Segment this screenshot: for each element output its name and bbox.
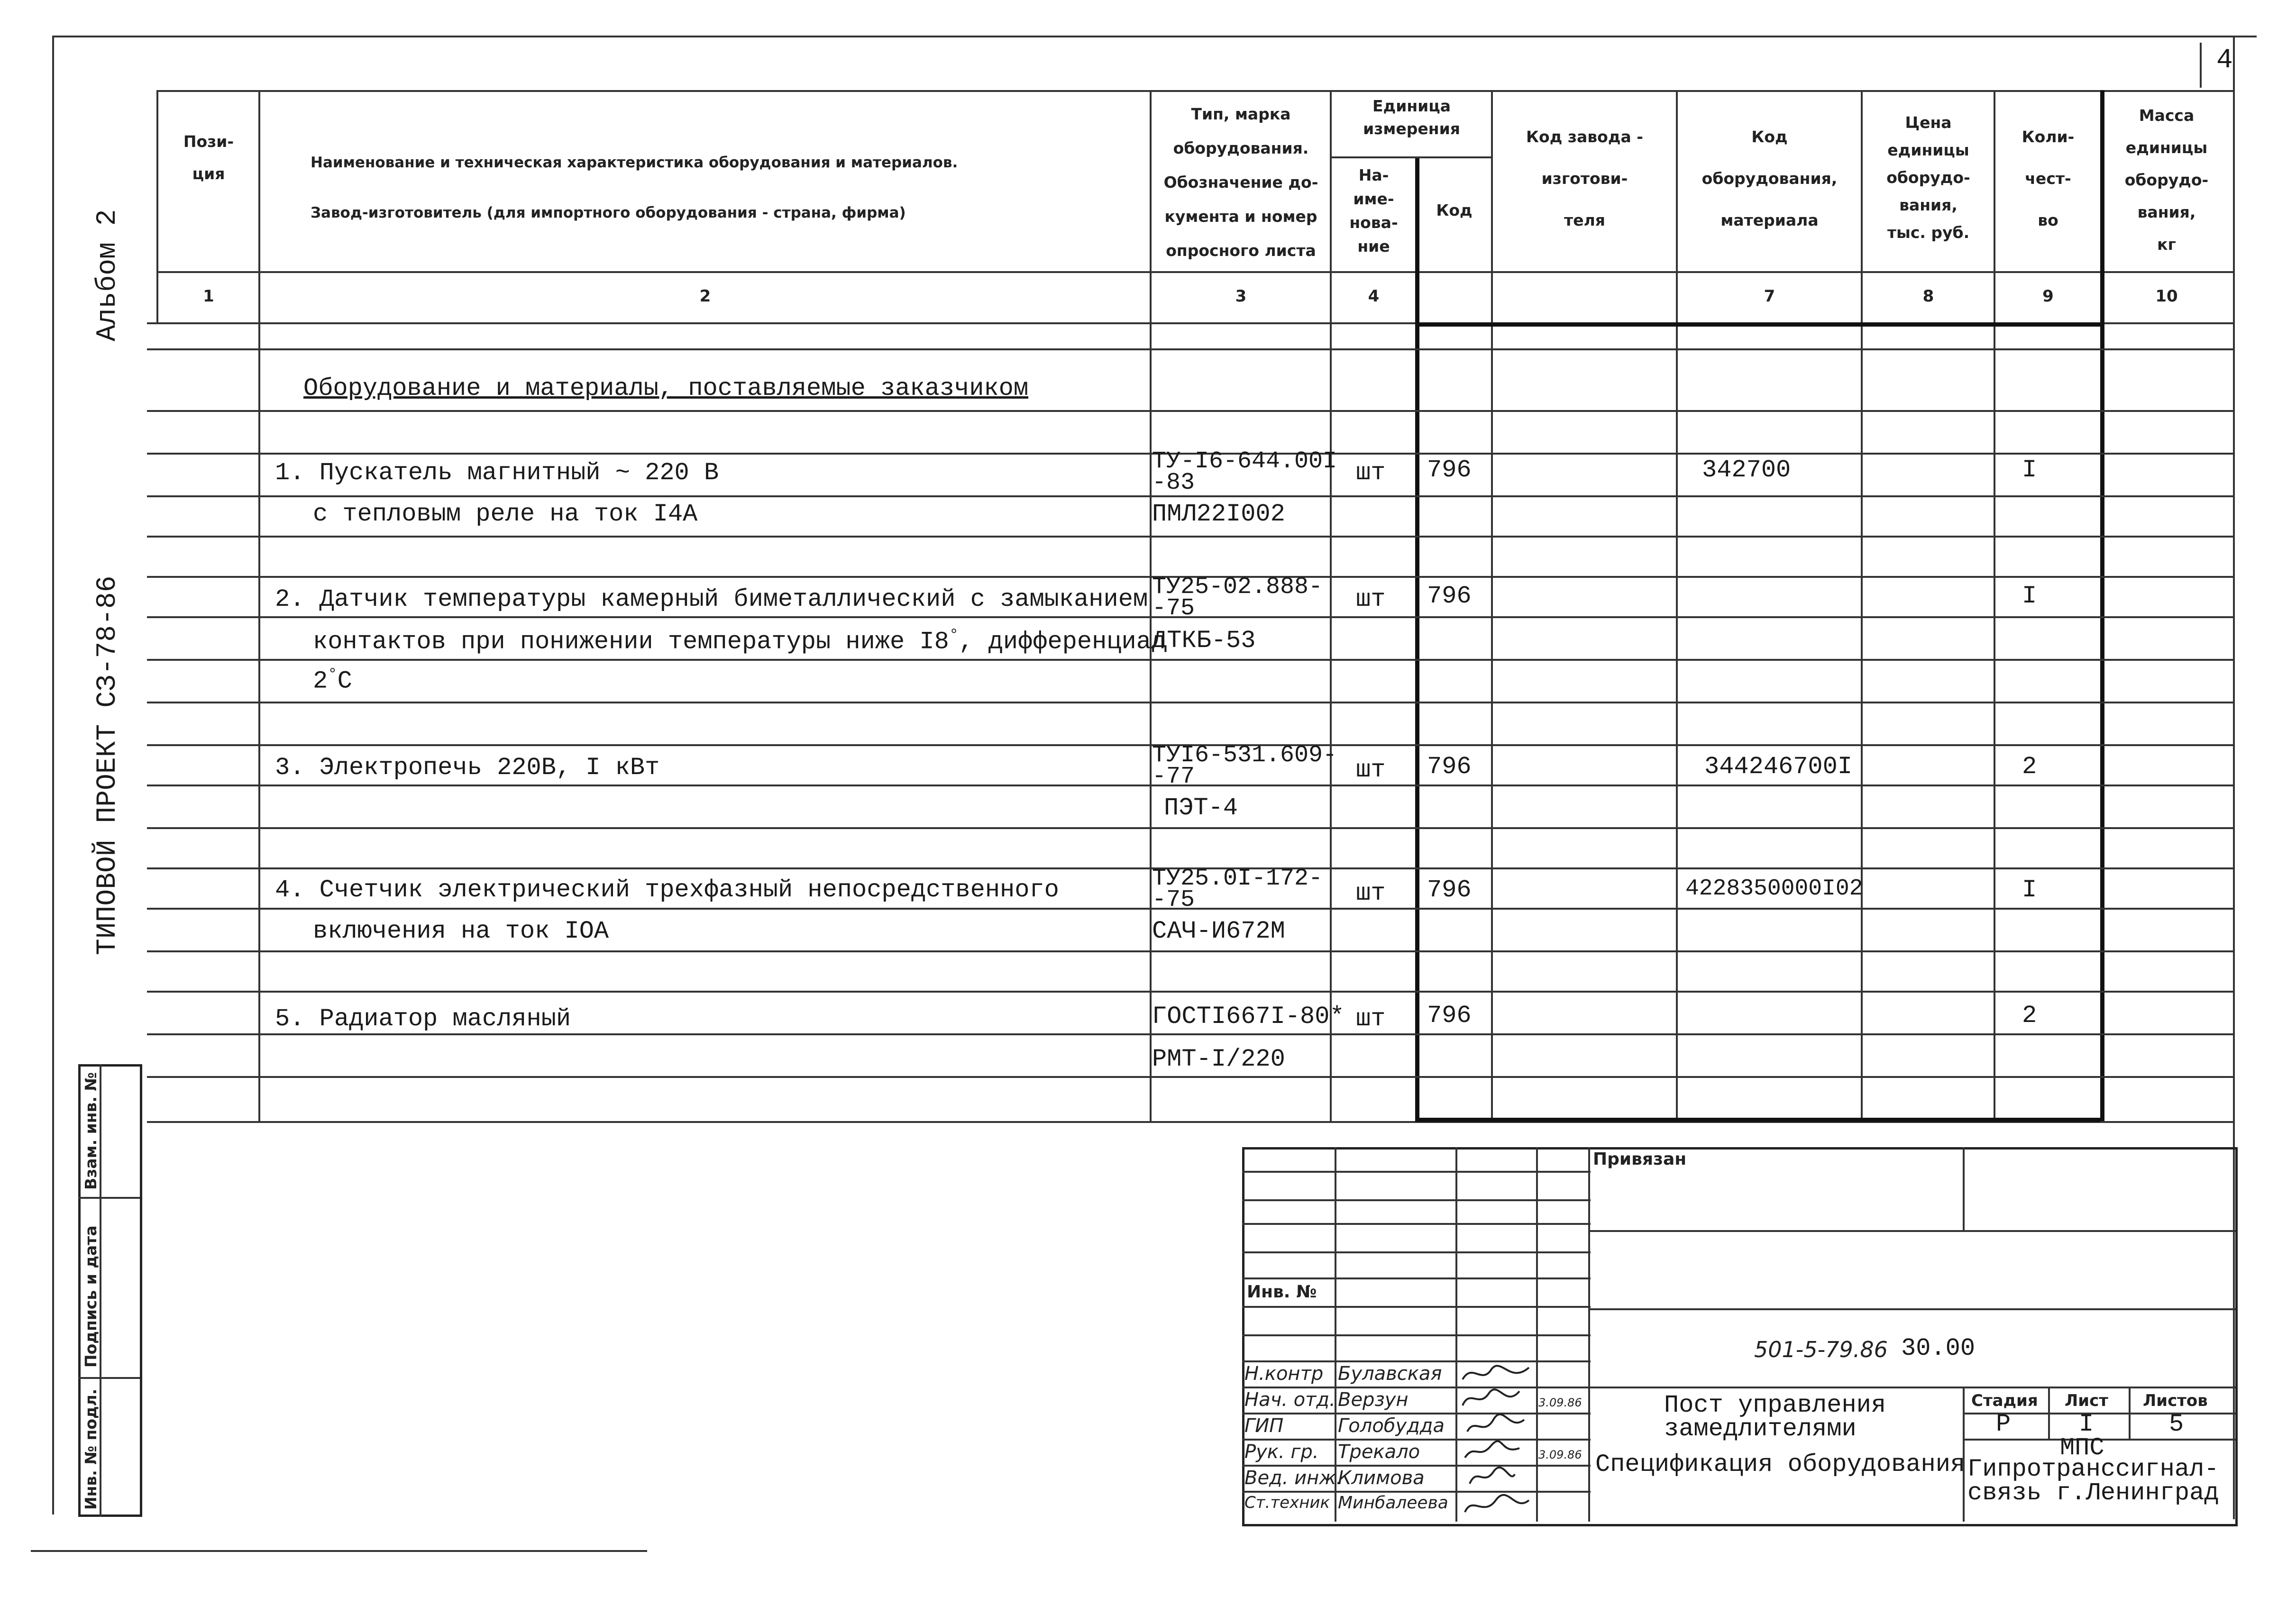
table-row-line	[147, 410, 2233, 412]
title-block-row-line	[1242, 1223, 1591, 1225]
role-ruk-gr: Рук. гр.	[1244, 1441, 1319, 1463]
tb-sheet-div-2	[2129, 1387, 2131, 1439]
sheets-label: Листов	[2143, 1391, 2208, 1410]
side-stamp-row-2	[78, 1377, 140, 1379]
item-5-qty: 2	[2022, 1002, 2037, 1030]
stamp-vzam-inv: Взам. инв. №	[82, 1072, 100, 1190]
signature-3	[1467, 1414, 1524, 1432]
title-block-row-line	[1242, 1277, 1591, 1279]
unit-subheader-line	[1330, 156, 1491, 158]
colnum-2: 2	[699, 287, 711, 306]
col-line-6	[1491, 90, 1493, 1121]
tb-sheet-div-1	[2048, 1387, 2050, 1439]
item-2-qty: I	[2022, 582, 2037, 610]
item-2-name-line-2: контактов при понижении температуры ниже I8°, дифференциал	[313, 627, 1166, 656]
name-3: Голобудда	[1338, 1415, 1445, 1437]
role-ved-inzh: Вед. инж.	[1244, 1467, 1343, 1489]
colnum-9: 9	[2042, 287, 2054, 306]
item-4-qty: I	[2022, 876, 2037, 904]
item-2-name-line-3: 2°С	[313, 666, 352, 695]
table-row-line	[147, 991, 2233, 993]
header-unit: Единица измерения	[1363, 97, 1460, 138]
signature-2	[1463, 1389, 1519, 1405]
item-2-unit-code: 796	[1427, 582, 1472, 610]
name-1: Булавская	[1338, 1363, 1442, 1385]
role-st-tehnik: Ст.техник	[1244, 1493, 1330, 1512]
table-row-line	[147, 827, 2233, 829]
doc-suffix: 30.00	[1901, 1334, 1976, 1362]
colnum-8: 8	[1922, 287, 1934, 306]
outer-left-line	[52, 36, 54, 1515]
stage-value: Р	[1996, 1410, 2011, 1438]
title-block-row-line	[1242, 1199, 1591, 1201]
header-unit-name: На- име- нова- ние	[1349, 166, 1398, 255]
table-row-line	[147, 950, 2233, 952]
outer-top-line	[52, 36, 2257, 37]
col-line-2	[258, 90, 260, 1121]
header-price: Цена единицы оборудо- вания, тыс. руб.	[1886, 113, 1970, 242]
item-2-doc-2: -75	[1152, 595, 1195, 622]
date-1: 3.09.86	[1538, 1396, 1582, 1409]
item-2-name-line-1: 2. Датчик температуры камерный биметаллический с замыканием	[275, 585, 1148, 613]
item-4-name-line-1: 4. Счетчик электрический трехфазный непосредственного	[275, 876, 1059, 904]
item-1-doc-2: -83	[1152, 469, 1195, 496]
item-5-unit-code: 796	[1427, 1002, 1472, 1030]
privyazan-label: Привязан	[1593, 1150, 1687, 1169]
item-3-code: 344246700I	[1704, 753, 1853, 781]
title-block-row-line	[1242, 1413, 1591, 1414]
header-unit-code: Код	[1436, 201, 1473, 219]
item-1-name-line-1: 1. Пускатель магнитный ~ 220 В	[275, 459, 719, 487]
name-4: Трекало	[1338, 1441, 1420, 1463]
item-4-unit: шт	[1356, 879, 1386, 907]
name-2: Верзун	[1338, 1389, 1409, 1411]
item-3-unit: шт	[1356, 756, 1386, 784]
table-row-line	[147, 536, 2233, 538]
col-line-9	[1994, 90, 1995, 1121]
item-4-name-line-2: включения на ток IОА	[313, 917, 609, 945]
item-3-name: 3. Электропечь 220В, I кВт	[275, 754, 660, 782]
stamp-inv-podl: Инв. № подл.	[82, 1388, 100, 1510]
tb-privyazan-bottom	[1588, 1230, 2235, 1232]
page-number: 4	[2216, 45, 2233, 76]
table-row-line	[147, 659, 2233, 661]
item-4-doc-1: ТУ25.0I-172-	[1152, 865, 1323, 892]
album-label: Альбом 2	[92, 209, 123, 341]
sheets-value: 5	[2169, 1410, 2184, 1438]
sheet-value: I	[2079, 1410, 2094, 1438]
item-3-doc-1: ТУI6-531.609-	[1152, 742, 1337, 769]
outer-bottom-line	[31, 1550, 647, 1552]
col-line-4	[1330, 90, 1332, 1121]
item-4-doc-3: САЧ-И672М	[1152, 917, 1285, 945]
role-nach-otd: Нач. отд.	[1244, 1389, 1336, 1411]
project-label: ТИПОВОЙ ПРОЕКТ СЗ-78-86	[92, 575, 123, 955]
tb-code-top	[1588, 1308, 2235, 1310]
title-block-row-line	[1242, 1491, 1591, 1493]
col-line-1	[156, 90, 158, 322]
org-line-3: связь г.Ленинград	[1967, 1479, 2219, 1507]
item-2-doc-3: ДТКБ-53	[1152, 627, 1256, 655]
item-5-doc-2: РМТ-I/220	[1152, 1045, 1285, 1073]
table-row-line	[147, 1076, 2233, 1078]
header-factory: Код завода - изготови- теля	[1526, 128, 1643, 229]
title-block-row-line	[1242, 1465, 1591, 1467]
table-header-bottom	[156, 271, 2233, 273]
item-3-qty: 2	[2022, 753, 2037, 781]
item-3-doc-3: ПЭТ-4	[1164, 794, 1238, 822]
title-block-row-line	[1242, 1387, 1591, 1388]
title-line-2: замедлителями	[1664, 1415, 1857, 1443]
signature-5	[1470, 1468, 1515, 1484]
role-n-kontr: Н.контр	[1244, 1363, 1324, 1385]
colnum-10: 10	[2155, 287, 2178, 306]
title-line-3: Спецификация оборудования	[1595, 1451, 1966, 1478]
colnum-3: 3	[1235, 287, 1247, 306]
header-qty: Коли- чест- во	[2022, 128, 2075, 229]
item-5-unit: шт	[1356, 1005, 1386, 1033]
inv-no-label: Инв. №	[1247, 1282, 1317, 1302]
table-row-line	[147, 348, 2233, 350]
title-block-row-line	[1242, 1171, 1591, 1173]
item-1-code: 342700	[1702, 456, 1791, 484]
table-top	[156, 90, 2233, 92]
item-4-doc-2: -75	[1152, 886, 1195, 913]
title-line-1: Пост управления	[1664, 1391, 1886, 1419]
page-number-box-left	[2200, 43, 2202, 88]
header-type: Тип, марка оборудования. Обозначение до- кумента и номер опросного листа	[1163, 105, 1318, 260]
header-name: Наименование и техническая характеристика оборудования и материалов. Завод-изготовитель (для импортного оборудования - страна, фирма)	[311, 154, 958, 221]
item-3-doc-2: -77	[1152, 763, 1195, 790]
item-1-unit-code: 796	[1427, 456, 1472, 484]
item-5-name: 5. Радиатор масляный	[275, 1005, 571, 1033]
signature-4	[1465, 1441, 1519, 1458]
item-1-unit: шт	[1356, 459, 1386, 487]
title-block-row-line	[1242, 1360, 1591, 1362]
item-4-unit-code: 796	[1427, 876, 1472, 904]
signature-1	[1463, 1366, 1529, 1379]
stamp-podpis-data: Подпись и дата	[82, 1225, 100, 1368]
signatures	[1458, 1360, 1536, 1522]
sheet-label: Лист	[2065, 1391, 2108, 1410]
title-block-row-line	[1242, 1251, 1591, 1253]
item-2-doc-1: ТУ25-02.888-	[1152, 574, 1323, 601]
table-row-line	[147, 1033, 2233, 1035]
bold-top-line	[1415, 322, 2100, 327]
header-pos: Пози- ция	[183, 132, 234, 183]
item-4-code: 4228350000I02	[1685, 876, 1863, 902]
col-line-3	[1150, 90, 1152, 1121]
date-2: 3.09.86	[1538, 1448, 1582, 1461]
name-5: Климова	[1338, 1467, 1425, 1489]
item-1-doc-3: ПМЛ22I002	[1152, 500, 1285, 528]
col-line-8	[1861, 90, 1863, 1121]
name-6: Минбалеева	[1338, 1493, 1448, 1513]
tb-code-bottom	[1588, 1387, 2235, 1388]
side-stamp-row-1	[78, 1197, 140, 1199]
table-row-line	[147, 702, 2233, 703]
tb-privyazan-divider	[1963, 1147, 1965, 1230]
stage-label: Стадия	[1971, 1391, 2038, 1410]
colnum-4: 4	[1368, 287, 1380, 306]
role-gip: ГИП	[1244, 1415, 1284, 1437]
colnum-1: 1	[203, 287, 214, 306]
item-5-doc-1: ГОСТI667I-80*	[1152, 1003, 1345, 1031]
signature-6	[1465, 1495, 1529, 1512]
header-code: Код оборудования, материала	[1701, 128, 1838, 229]
item-1-name-line-2: с тепловым реле на ток I4А	[313, 500, 698, 528]
title-block-row-line	[1242, 1439, 1591, 1441]
bold-bottom-line	[1415, 1118, 2100, 1122]
org-line-2: Гипротранссигнал-	[1967, 1455, 2219, 1483]
header-mass: Масса единицы оборудо- вания, кг	[2124, 106, 2209, 254]
item-2-unit: шт	[1356, 585, 1386, 613]
title-block-row-line	[1242, 1334, 1591, 1336]
colnum-7: 7	[1764, 287, 1775, 306]
doc-code: 501-5-79.86	[1754, 1337, 1888, 1362]
title-block-row-line	[1242, 1306, 1591, 1308]
item-1-qty: I	[2022, 456, 2037, 484]
item-1-doc-1: ТУ-I6-644.00I	[1152, 448, 1337, 475]
section-title: Оборудование и материалы, поставляемые заказчиком	[303, 374, 1029, 402]
col-line-7	[1676, 90, 1678, 1121]
item-3-unit-code: 796	[1427, 753, 1472, 781]
col-line-5	[1415, 156, 1419, 1121]
org-line-1: МПС	[2060, 1434, 2104, 1462]
